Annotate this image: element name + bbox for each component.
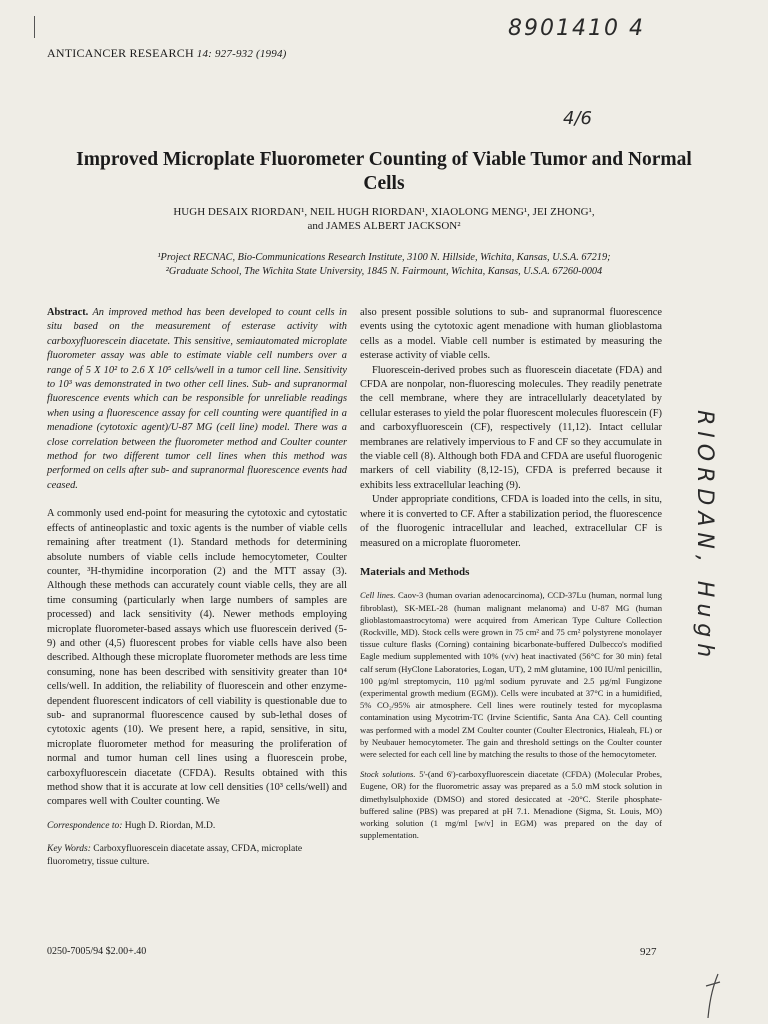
stock-solutions-text: 5'-(and 6')-carboxyfluorescein diacetate (CFDA) (Molecular Probes, Eugene, OR) for the fluorometric assay was prepared as a 5.0 mM stock solution in dimethylsulphoxide (DMSO) and stored desiccated at -20°C. Sterile phosphate-buffered saline (PBS) was prepared at pH 7.1. Menadione (Sigma, St. Louis, MO) working solution (1 mg/ml [w/v] in EGM) was prepared on the day of supplementation. <box>360 769 662 841</box>
cell-lines-paragraph <box>360 589 662 760</box>
handwritten-document-number: 8901410 4 <box>508 16 645 41</box>
author-list <box>60 205 708 233</box>
cell-lines-label: Cell lines. <box>360 590 396 601</box>
abstract-paragraph <box>47 306 347 493</box>
author-line-1: HUGH DESAIX RIORDAN¹, NEIL HUGH RIORDAN¹, XIAOLONG MENG¹, JEI ZHONG¹, <box>173 206 595 218</box>
journal-name: ANTICANCER RESEARCH <box>47 46 194 60</box>
affiliation-1: ¹Project RECNAC, Bio-Communications Research Institute, 3100 N. Hillside, Wichita, Kansas, U.S.A. 67219; <box>157 252 611 263</box>
keywords-text: Carboxyfluorescein diacetate assay, CFDA, microplate fluorometry, tissue culture. <box>47 843 303 867</box>
left-column <box>47 306 347 869</box>
affiliations <box>60 251 708 279</box>
journal-citation <box>47 46 287 61</box>
stock-solutions-label: Stock solutions. <box>360 769 416 780</box>
right-paragraph-3: Under appropriate conditions, CFDA is loaded into the cells, in situ, where it is converted to CF. After a stabilization period, the fluorescence of the fluorogenic intracellular and leached, extracellular CF is measured on a microplate fluorometer. <box>360 494 662 549</box>
right-paragraph-1: also present possible solutions to sub- and supranormal fluorescence events using the cytotoxic agent menadione with human glioblastoma cells as a model. Viable cell number is estimated by measuring the esterase activity of viable cells. <box>360 307 662 362</box>
affiliation-2: ²Graduate School, The Wichita State University, 1845 N. Fairmount, Wichita, Kansas, U.S.A. 67260-0004 <box>165 266 603 277</box>
correspondence-label: Correspondence to: <box>47 820 123 831</box>
cell-lines-text: Caov-3 (human ovarian adenocarcinoma), CCD-37Lu (human, normal lung fibroblast), SK-MEL-28 (human malignant melanoma) and U-87 MG (human glioblastomaastrocytoma) were acquired from American Type Culture Collection (Rockville, MD). Stock cells were grown in 75 cm² and 75 cm² polystyrene monolayer tissue culture flasks (Corning) containing bicarbonate-buffered Dulbecco's modified Eagle medium supplemented with 10% (v/v) heat inactivated (56°C for 30 min) fetal calf serum (HyClone Laboratories, Logan, UT), 2 mM glutamine, 100 IU/ml penicillin, 100 µg/ml streptomycin, 110 µg/ml sodium pyruvate and 2.5 µg/ml Fungizone (experimental growth medium (EGM)). Cells were incubated at 37°C in a humidified, 5% CO₂/95% air atmosphere. Cell lines were routinely tested for mycoplasma contamination using Mycotrim-TC (Irvine Scientific, Santa Ana CA). Cell counting was performed with a model ZM Coulter counter (Coulter Electronics, Hialeah, FL) or by Neubauer hemocytometer. The gain and threshold settings on the Coulter counter were selected for each cell line by matching the results to those of the hemocytometer. <box>360 590 662 759</box>
keywords <box>47 843 347 869</box>
journal-volume: 14: 927-932 (1994) <box>196 48 287 60</box>
handwritten-margin-name: RIORDAN, Hugh <box>692 410 717 664</box>
keywords-label: Key Words: <box>47 843 91 854</box>
introduction-paragraph: A commonly used end-point for measuring the cytotoxic and cytostatic effects of antineoplastic and toxic agents is the number of viable cells remaining after treatment (1). Standard methods for determining absolute numbers of viable cells include hemocytometer, Coulter counter, ³H-thymidine incorporation (2) and the MTT assay (3). Although these methods can accurately count viable cells, they are all time consuming (particularly when large numbers of samples are processed) and lack sensitivity (4). Newer methods employing microplate fluorometer-based assays which use fluorescein derived (5-9) and other (4,5) fluorescent probes for viable cells have also been described. Although these microplate fluorometer methods are less time consuming, none has been described with sensitivity greater than 10⁴ cells/well. In addition, the reliability of fluorescein and other enzyme-dependent fluorescent indicators of cell viability is questionable due to sub- and supranormal fluorescence caused by sub-lethal doses of cytotoxic agents (10). We present here, a rapid, sensitive, in situ, microplate fluorometer method for measuring the proliferation of normal and tumor human cell lines using a fluorescein probe, carboxyfluorescein diacetate (CFDA). Results obtained with this method show that it is accurate at low cell densities (10³ cells/well) and compares well with Coulter counting. We <box>47 508 347 808</box>
scan-speck-mark <box>34 16 45 38</box>
stock-solutions-paragraph <box>360 768 662 841</box>
article-title: Improved Microplate Fluorometer Counting of Viable Tumor and Normal Cells <box>76 149 692 194</box>
abstract-text: An improved method has been developed to count cells in situ based on the measurement of esterase activity with carboxyfluorescein diacetate. This sensitive, semiautomated microplate fluorometer assay was able to estimate viable cell numbers over a range of 5 X 10² to 2.6 X 10⁵ cells/well in a tumor cell line. Sensitivity to 10³ was demonstrated in two other cell lines. Sub- and supranormal fluorescence events which can be responsible for unreliable readings when using a fluorescence assay for cell counting were quantified in a menadione (cytotoxic agent)/U-87 MG (cell line) model. There was a close correlation between the fluorometer method and Coulter counter method for two different tumor cell lines when this method was performed on cells after sub- and supranormal fluorescence events had ceased. <box>47 307 347 491</box>
right-column <box>360 306 662 841</box>
issn-price: 0250-7005/94 $2.00+.40 <box>47 946 147 957</box>
author-line-2: and JAMES ALBERT JACKSON² <box>307 220 461 232</box>
abstract-label: Abstract. <box>47 307 89 318</box>
section-heading-methods: Materials and Methods <box>360 565 470 578</box>
page-number: 927 <box>640 946 657 958</box>
right-paragraph-2: Fluorescein-derived probes such as fluorescein diacetate (FDA) and CFDA are nonpolar, non-fluorescing molecules. They readily penetrate the cell membrane, where they are intracellularly deacetylated by cellular esterases to yield the polar fluorescent molecules fluorescein (F) and carboxyfluorescein (CF), respectively (11,12). Intact cellular membranes are relatively impervious to F and CF so they accumulate in the viable cell (8). Although both FDA and CFDA are useful fluorogenic markers of cell viability (8,12-15), CFDA is preferred because it exhibits less extracellular leaching (9). <box>360 364 662 491</box>
correspondence <box>47 820 347 833</box>
handwritten-page-mark: 4/6 <box>563 108 592 129</box>
correspondence-name: Hugh D. Riordan, M.D. <box>124 820 216 831</box>
handwritten-stroke-mark <box>700 972 724 1022</box>
